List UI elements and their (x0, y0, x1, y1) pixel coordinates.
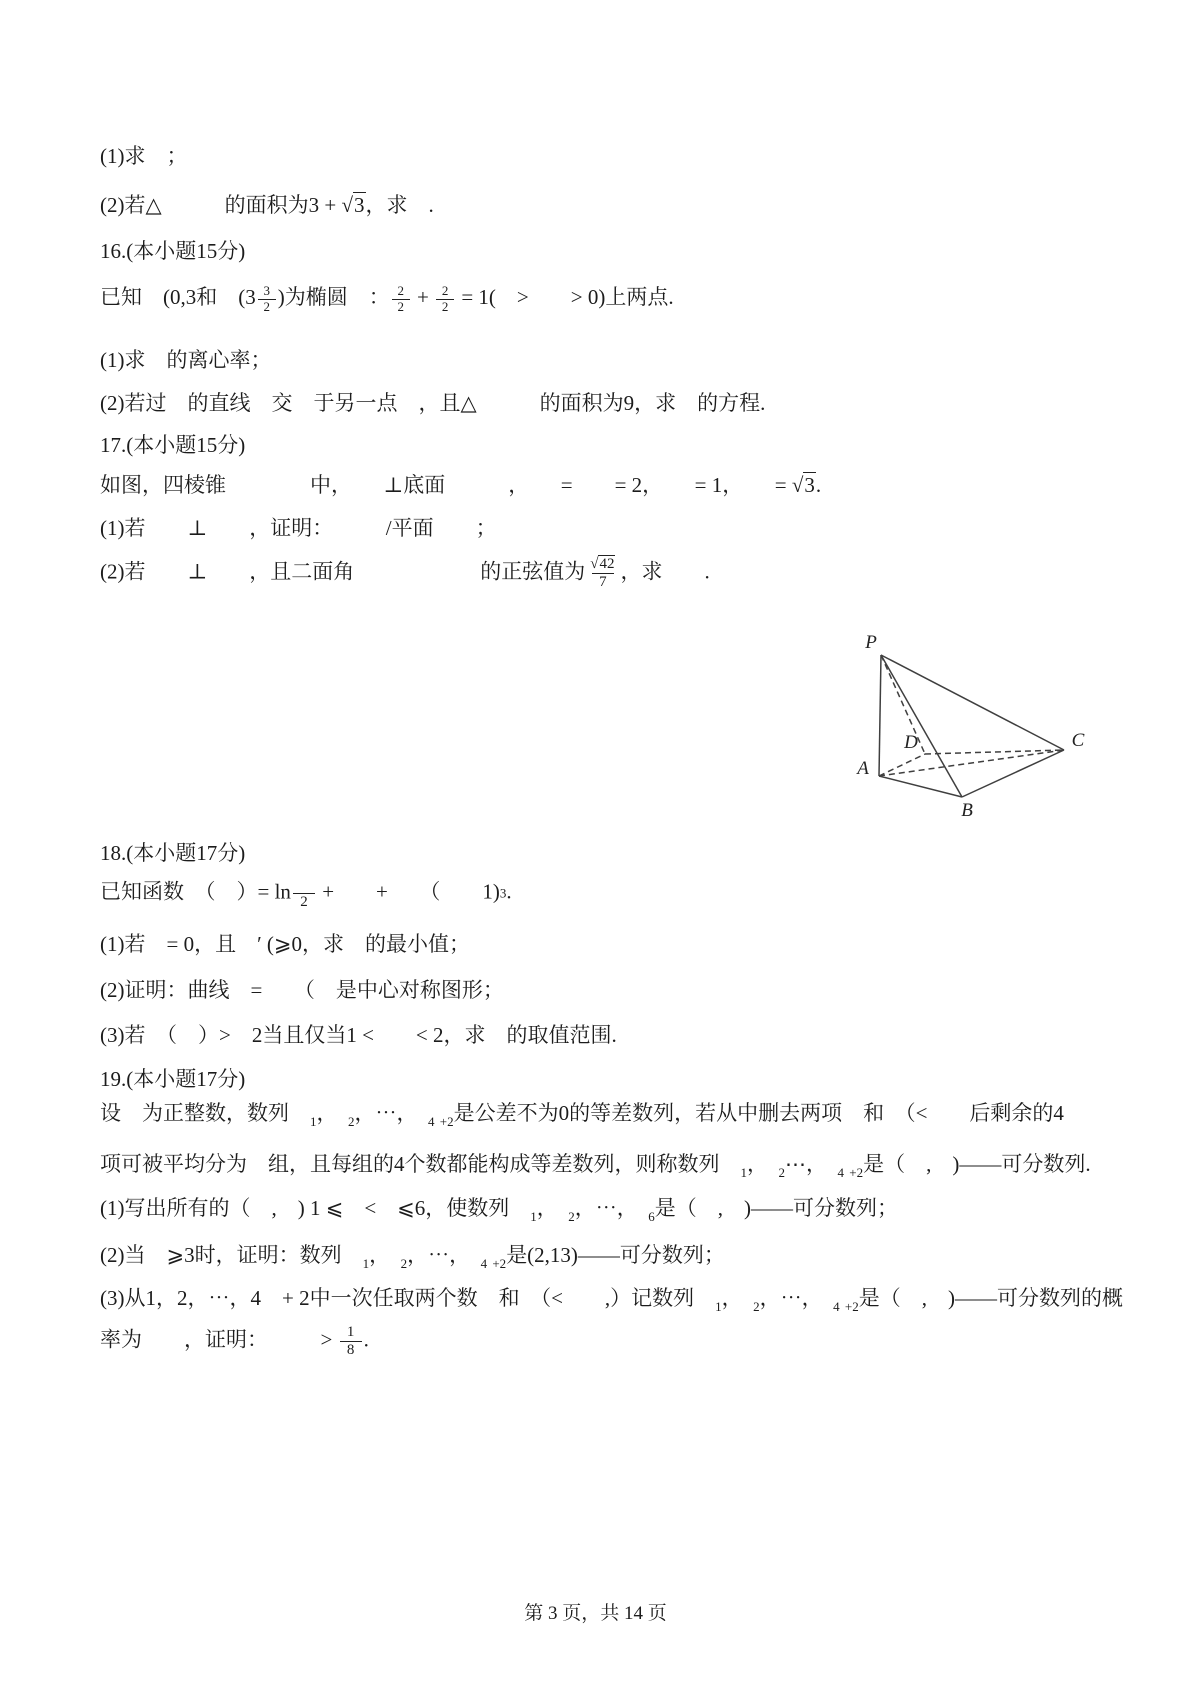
text-run: (2)若过 的直线 交 于另一点 ，且△ 的面积为9，求 的方程. (100, 391, 766, 415)
text-run: 已知 (0,3和 (3 (100, 285, 256, 309)
text-run: 已知函数 （ ）= ln (100, 879, 291, 904)
text-run: (2)若△ 的面积为3 + (100, 193, 342, 217)
text-run: ， (721, 1286, 754, 1310)
text-run: ， (747, 1152, 779, 1176)
question-17-header (100, 430, 1131, 460)
text-run: )为椭圆 ： (277, 285, 390, 309)
question-16-part-1 (100, 345, 1131, 375)
fraction: $\frac{2}{2}$ (392, 284, 410, 315)
text-run: 是（ , )——可分数列. (863, 1152, 1091, 1176)
subscript: 2 (348, 1114, 355, 1129)
text-run: (2)若 ⊥ ，且二面角 的正弦值为 (100, 559, 586, 584)
radical: √3 (791, 473, 815, 497)
text-run: (3)若 （ ）> 2当且仅当1 < < 2，求 的取值范围. (100, 1023, 617, 1047)
text-run: 19.(本小题17分) (100, 1067, 246, 1091)
question-18-stem (100, 876, 1131, 912)
fraction: $\frac{1}{8}$ (340, 1324, 362, 1360)
text-run: (2)证明：曲线 = （ 是中心对称图形； (100, 978, 504, 1002)
text-run: (1)若 = 0，且 ′ (⩾0，求 的最小值； (100, 932, 471, 956)
subscript: 1 (530, 1209, 537, 1224)
text-run: ，⋯， (759, 1286, 834, 1310)
text-run: . (506, 879, 512, 904)
text-run: 率为 ，证明： > (100, 1327, 338, 1352)
text-run: 项可被平均分为 组，且每组的4个数都能构成等差数列，则称数列 (100, 1152, 741, 1176)
fraction: $\frac{3}{2}$ (258, 284, 276, 315)
text-run: 18.(本小题17分) (100, 841, 246, 865)
subscript: 1 (362, 1256, 370, 1271)
text-run: . (815, 473, 822, 497)
text-run: (1)求 的离心率； (100, 348, 272, 372)
text-run: ，求 . (365, 193, 434, 217)
subscript: 4 (428, 1114, 435, 1129)
radical: √42 (590, 556, 615, 572)
text-run: 是公差不为0的等差数列，若从中删去两项 和 （< 后剩余的4 (453, 1101, 1064, 1125)
fraction: $\frac{2}{2}$ (436, 284, 454, 315)
question-19-part-3-line-1 (100, 1283, 1131, 1317)
question-19-part-3-line-2 (100, 1324, 1131, 1360)
text-run: (1)若 ⊥ ，证明： /平面 ； (100, 516, 497, 540)
vertex-label-C: C (1071, 730, 1085, 751)
text-run: (1)求 ； (100, 144, 188, 168)
text-run: 是（ , )——可分数列； (654, 1196, 899, 1220)
subscript: 1 (740, 1165, 747, 1180)
vertex-label-P: P (865, 632, 877, 653)
page-footer: 第 3 页，共 14 页 (524, 1603, 667, 1624)
text-run: 是(2,13)——可分数列； (506, 1243, 725, 1267)
question-16-header (100, 236, 1131, 266)
question-17-part-1 (100, 513, 1131, 543)
edge-PA (879, 655, 881, 776)
text-run: ，求 . (620, 559, 710, 584)
subscript: 2 (400, 1256, 408, 1271)
text-run: ， (316, 1101, 348, 1125)
text-run: 17.(本小题15分) (100, 433, 246, 457)
hidden-edge-PD (881, 655, 925, 754)
question-18-part-2 (100, 975, 1131, 1005)
question-15-part-2 (100, 190, 1131, 220)
subscript: +2 (844, 1299, 859, 1314)
question-19-stem-line-1 (100, 1098, 1131, 1132)
text-run: ， (536, 1196, 569, 1220)
subscript: 1 (310, 1114, 317, 1129)
edge-AB (879, 776, 962, 797)
text-run: (1)写出所有的（ , ) 1 ⩽ < ⩽6，使数列 (100, 1196, 531, 1220)
superscript: 3 (499, 885, 507, 901)
vertex-label-B: B (961, 800, 973, 821)
question-18-part-3 (100, 1020, 1131, 1050)
text-run: + + （ 1) (316, 879, 500, 904)
question-17-stem (100, 470, 1131, 500)
text-run: 是（ , )——可分数列的概 (858, 1286, 1124, 1310)
text-run: 16.(本小题15分) (100, 239, 246, 263)
fraction: $\frac{√42}{7}$ (590, 556, 615, 591)
radical: √3 (341, 193, 365, 217)
pyramid-figure (795, 588, 1105, 834)
question-17-part-2 (100, 556, 1131, 592)
question-19-header (100, 1064, 1131, 1094)
question-19-part-1 (100, 1193, 1131, 1227)
question-19-stem-line-2 (100, 1149, 1131, 1183)
text-run: 设 为正整数，数列 (100, 1101, 310, 1125)
subscript: +2 (492, 1256, 507, 1271)
text-run: + (411, 285, 435, 309)
subscript: 6 (648, 1209, 655, 1224)
question-16-part-2 (100, 388, 1131, 418)
text-run: . (363, 1327, 369, 1352)
subscript: 2 (568, 1209, 575, 1224)
vertex-label-D: D (904, 732, 918, 753)
text-run: (3)从1，2，⋯，4 + 2中一次任取两个数 和 （< ,）记数列 (100, 1286, 716, 1310)
subscript: 4 (837, 1165, 844, 1180)
vertex-label-A: A (857, 758, 869, 779)
fraction: 2 (293, 876, 315, 912)
text-run: ，⋯， (407, 1243, 481, 1267)
subscript: 4 (833, 1299, 840, 1314)
subscript: 4 (480, 1256, 488, 1271)
text-run: ，⋯， (354, 1101, 428, 1125)
question-18-header (100, 838, 1131, 868)
subscript: 2 (778, 1165, 785, 1180)
question-16-stem (100, 282, 1131, 315)
subscript: +2 (849, 1165, 864, 1180)
subscript: 1 (715, 1299, 722, 1314)
text-run: ⋯， (785, 1152, 838, 1176)
text-run: = 1( > > 0)上两点. (456, 285, 674, 309)
question-15-part-1 (100, 141, 1131, 171)
text-run: (2)当 ⩾3时，证明：数列 (100, 1243, 363, 1267)
question-19-part-2 (100, 1240, 1131, 1274)
question-18-part-1 (100, 929, 1131, 959)
subscript: 2 (753, 1299, 760, 1314)
text-run: ，⋯， (574, 1196, 649, 1220)
subscript: +2 (439, 1114, 454, 1129)
text-run: ， (369, 1243, 401, 1267)
text-run: 如图，四棱锥 中， ⊥底面 ， = = 2， = 1， = (100, 473, 792, 497)
